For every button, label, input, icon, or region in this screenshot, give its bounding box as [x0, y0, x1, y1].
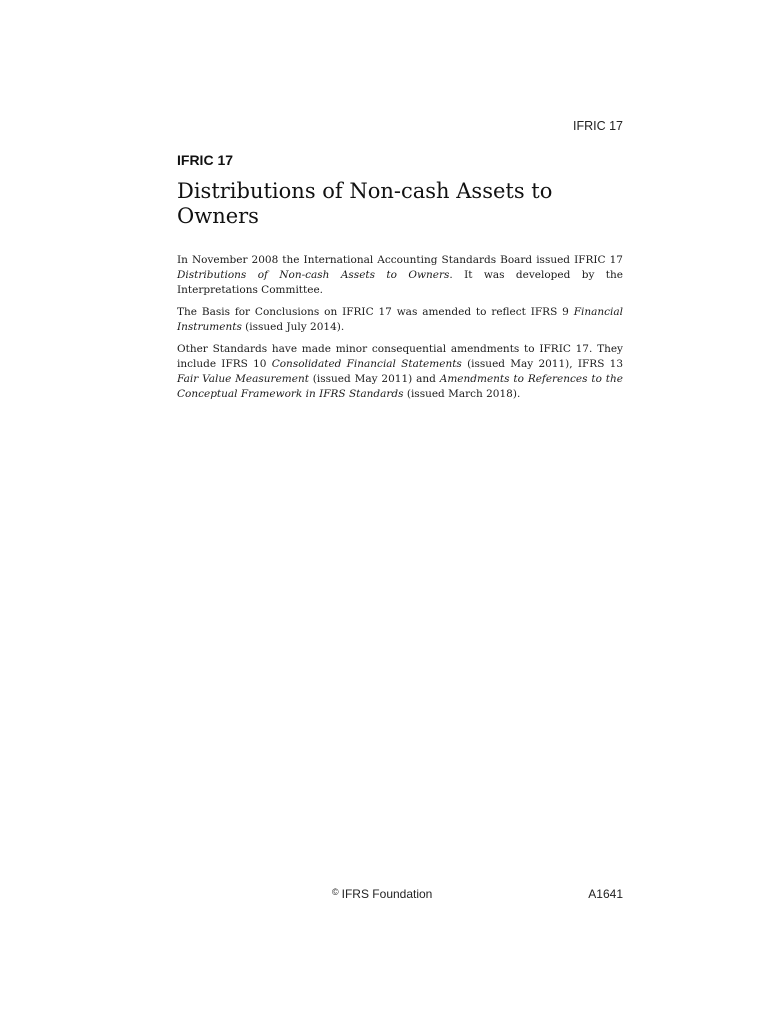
footer-copyright — [332, 887, 432, 901]
cited-title: Fair Value Measurement — [177, 373, 309, 385]
document-title: Distributions of Non-cash Assets to Owners — [177, 179, 553, 228]
text-run: . It was developed by the Interpretations Committee. — [177, 269, 623, 296]
running-head: IFRIC 17 — [572, 119, 623, 133]
text-run: (issued July 2014). — [241, 321, 345, 333]
copyright-symbol: © — [332, 887, 339, 897]
paragraph-basis-amendment — [177, 305, 623, 335]
text-run: The Basis for Conclusions on IFRIC 17 was amended to reflect IFRS 9 — [177, 306, 574, 318]
cited-title: Consolidated Financial Statements — [271, 358, 462, 370]
document-body — [177, 253, 623, 409]
page-number: A1641 — [588, 887, 623, 901]
text-run: Other Standards have made minor consequential amendments to IFRIC 17. They include IFRS 10 — [177, 343, 623, 370]
cited-title: Distributions of Non-cash Assets to Owners — [177, 269, 450, 281]
text-run: (issued March 2018). — [403, 388, 521, 400]
cited-title: Financial Instruments — [177, 306, 623, 333]
paragraph-consequential-amendments — [177, 342, 623, 402]
document-code: IFRIC 17 — [177, 152, 234, 168]
copyright-holder: IFRS Foundation — [341, 887, 433, 901]
paragraph-issue-history — [177, 253, 623, 298]
text-run: In November 2008 the International Accounting Standards Board issued IFRIC 17 — [177, 254, 623, 266]
text-run: (issued May 2011) and — [308, 373, 440, 385]
cited-title: Amendments to References to the Conceptual Framework in IFRS Standards — [177, 373, 623, 400]
text-run: (issued May 2011), IFRS 13 — [461, 358, 623, 370]
